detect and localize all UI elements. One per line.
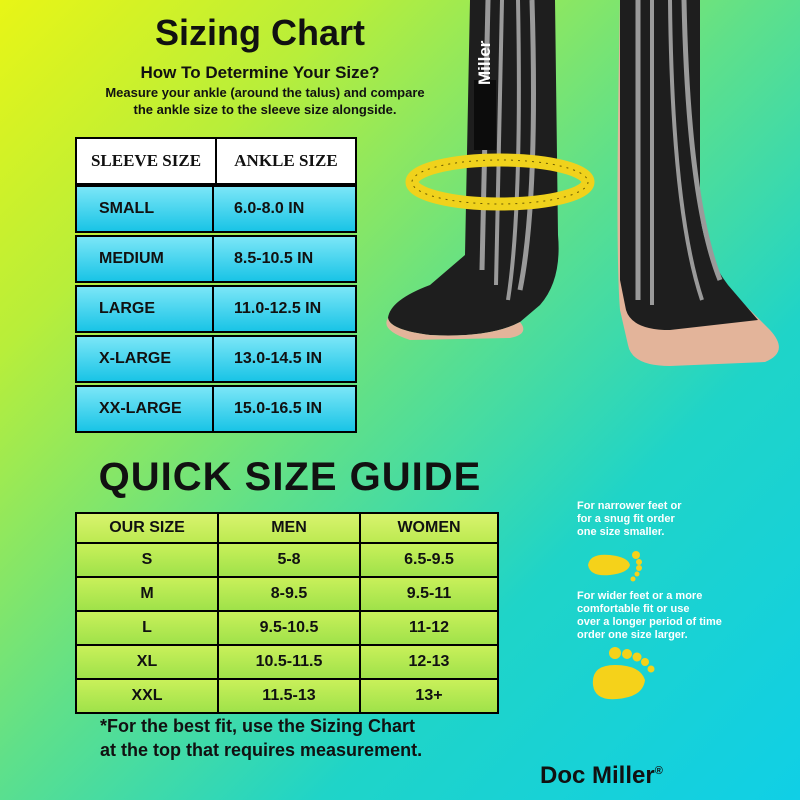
our-size-cell: XXL [131,687,163,704]
table-row [77,542,497,576]
narrow-note-line: for a snug fit order [577,513,675,525]
our-size-cell: S [141,551,153,568]
table-row [77,576,497,610]
wide-foot-icon [585,645,665,705]
brand-logo [540,762,663,790]
men-size-cell: 10.5-11.5 [217,646,359,678]
ankle-size-cell: 8.5-10.5 IN [212,237,355,281]
narrow-note-line: one size smaller. [577,526,665,538]
sizing-row [75,335,357,383]
sleeve-size-cell: MEDIUM [99,250,164,267]
wide-note-line: order one size larger. [577,629,688,641]
wide-feet-note [577,590,767,642]
column-header-men: MEN [217,514,359,542]
women-size-cell: 6.5-9.5 [359,544,497,576]
table-row [77,678,497,712]
ankle-size-cell: 6.0-8.0 IN [212,187,355,231]
sizing-row [75,385,357,433]
ankle-sleeve-photo [370,0,800,400]
sizing-chart-header [75,137,357,185]
ankle-size-cell: 13.0-14.5 IN [212,337,355,381]
table-row [77,610,497,644]
sleeve-size-cell: LARGE [99,300,155,317]
sleeve-size-cell: SMALL [99,200,155,217]
narrow-foot-icon [580,545,650,585]
ankle-size-cell: 15.0-16.5 IN [212,387,355,431]
our-size-cell: M [140,585,154,602]
sizing-row [75,185,357,233]
page-subtitle: How To Determine Your Size? [140,63,380,82]
quick-size-guide-table [75,512,499,714]
footnote [100,714,480,762]
quick-guide-title: QUICK SIZE GUIDE [98,455,482,499]
column-header-sleeve-size: SLEEVE SIZE [90,151,202,170]
narrow-note-line: For narrower feet or [577,500,682,512]
sleeve-size-cell: XX-LARGE [99,400,182,417]
footnote-line: at the top that requires measurement. [100,740,423,760]
wide-note-line: over a longer period of time [577,616,722,628]
instructions-line-2: the ankle size to the sleeve size alongside. [133,102,397,117]
women-size-cell: 13+ [359,680,497,712]
instructions-line-1: Measure your ankle (around the talus) and compare [105,85,425,100]
women-size-cell: 9.5-11 [359,578,497,610]
ankle-size-cell: 11.0-12.5 IN [212,287,355,331]
registered-mark: ® [654,765,663,777]
men-size-cell: 5-8 [217,544,359,576]
our-size-cell: XL [136,653,158,670]
column-header-our-size: OUR SIZE [109,519,185,536]
sizing-row [75,285,357,333]
column-header-ankle-size: ANKLE SIZE [215,139,355,183]
wide-note-line: comfortable fit or use [577,603,690,615]
our-size-cell: L [142,619,152,636]
brand-name: Doc Miller [540,762,655,789]
column-header-women: WOMEN [359,514,497,542]
table-row [77,644,497,678]
sleeve-size-cell: X-LARGE [99,350,171,367]
men-size-cell: 11.5-13 [217,680,359,712]
quick-guide-header [77,514,497,542]
women-size-cell: 11-12 [359,612,497,644]
men-size-cell: 8-9.5 [217,578,359,610]
footnote-line: *For the best fit, use the Sizing Chart [100,716,416,736]
page-title: Sizing Chart [154,12,365,53]
wide-note-line: For wider feet or a more [577,590,703,602]
men-size-cell: 9.5-10.5 [217,612,359,644]
sizing-row [75,235,357,283]
narrow-feet-note [577,500,757,539]
women-size-cell: 12-13 [359,646,497,678]
